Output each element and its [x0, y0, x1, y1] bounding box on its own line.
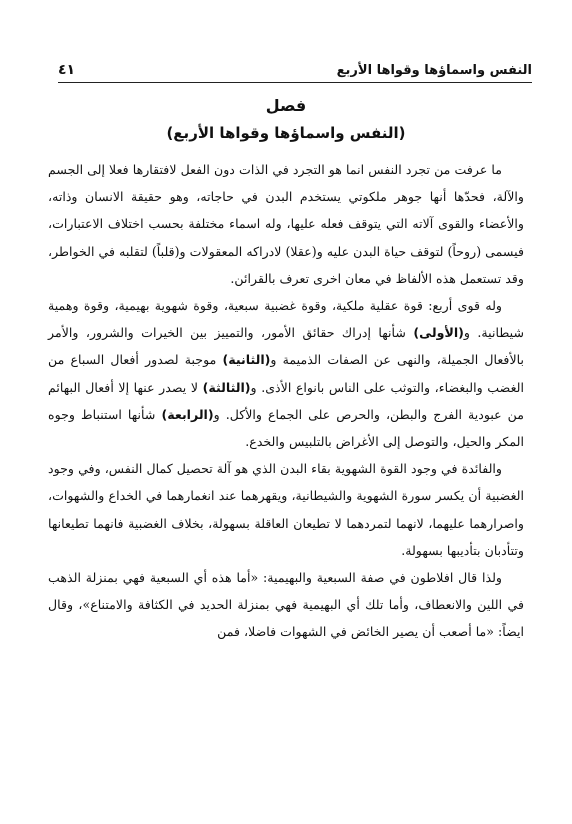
running-header-title: النفس واسماؤها وقواها الأربع	[336, 63, 532, 78]
paragraph	[48, 292, 524, 455]
running-header	[58, 48, 532, 83]
body-text	[48, 156, 524, 646]
text-run: لا يصدر عنها إلا أفعال البهائم من عبودية الفرج والبطن، والحرص على الجماع والأكل. و	[48, 379, 524, 422]
text-run: ما عرفت من تجرد النفس انما هو التجرد في الذات دون الفعل لافتقارها فعلا إلى الجسم والآلة، فحدّها أنها جوهر ملكوتي يستخدم البدن في حاجاته، وهو حقيقة الانسان وذاته، والأعضاء والقوى آلاته التي يتوقف فعله عليها، وله اسماء مختلفة بحسب اختلاف الاعتبارات، فيسمى (روحاً) لتوقف حياة البدن عليه و(عقلا) لادراكه المعقولات و(قلباً) لتقلبه في الخواطر، وقد تستعمل هذه الألفاظ في معان اخرى تعرف بالقرائن.	[48, 162, 524, 286]
paragraph	[48, 455, 524, 564]
section-heading: فصل	[265, 96, 307, 115]
text-run: شأنها إدراك حقائق الأمور، والتمييز بين الخيرات والشرور، والأمر بالأفعال الجميلة، والنهى عن الصفات الذميمة و	[48, 325, 524, 368]
text-run: ولذا قال افلاطون في صفة السبعية والبهيمية: «أما هذه أي السبعية فهي بمنزلة الذهب في اللين والانعطاف، وأما تلك أي البهيمية فهي بمنزلة الحديد في الكثافة والامتناع»، وقال ايضاً: «ما أصعب أن يصير الخائض في الشهوات فاضلا، فمن	[48, 570, 524, 640]
text-run: والفائدة في وجود القوة الشهوية بقاء البدن الذي هو آلة تحصيل كمال النفس، وفي وجود الغضبية أن يكسر سورة الشهوية والشيطانية، ويقهرهما عند انغمارهما في الخداع والشهوات، واصرارهما عليهما، لانهما لتمردهما لا تطيعان العاقلة بسهولة، بخلاف الغضبية فانهما تطيعانها وتتأدبان بتأديبها بسهولة.	[48, 461, 524, 558]
paragraph	[48, 564, 524, 646]
text-run: موجبة لصدور أفعال السباع من الغضب والبغضاء، والتوثب على الناس بانواع الأذى. و	[48, 352, 524, 395]
page-number: ٤١	[58, 62, 76, 78]
bold-term: (الرابعة)	[161, 406, 214, 422]
text-run: وله قوى أربع: قوة عقلية ملكية، وقوة غضبية سبعية، وقوة شهوية بهيمية، وقوة وهمية شيطانية. و	[48, 298, 525, 341]
text-run: شأنها استنباط وجوه المكر والحيل، والتوصل إلى الأغراض بالتلبيس والخدع.	[48, 406, 524, 450]
bold-term: (الثالثة)	[202, 379, 251, 395]
paragraph	[48, 156, 524, 292]
bold-term: (الأولى)	[413, 325, 464, 341]
bold-term: (الثانية)	[222, 352, 271, 368]
section-title: (النفس واسماؤها وقواها الأربع)	[166, 124, 406, 142]
